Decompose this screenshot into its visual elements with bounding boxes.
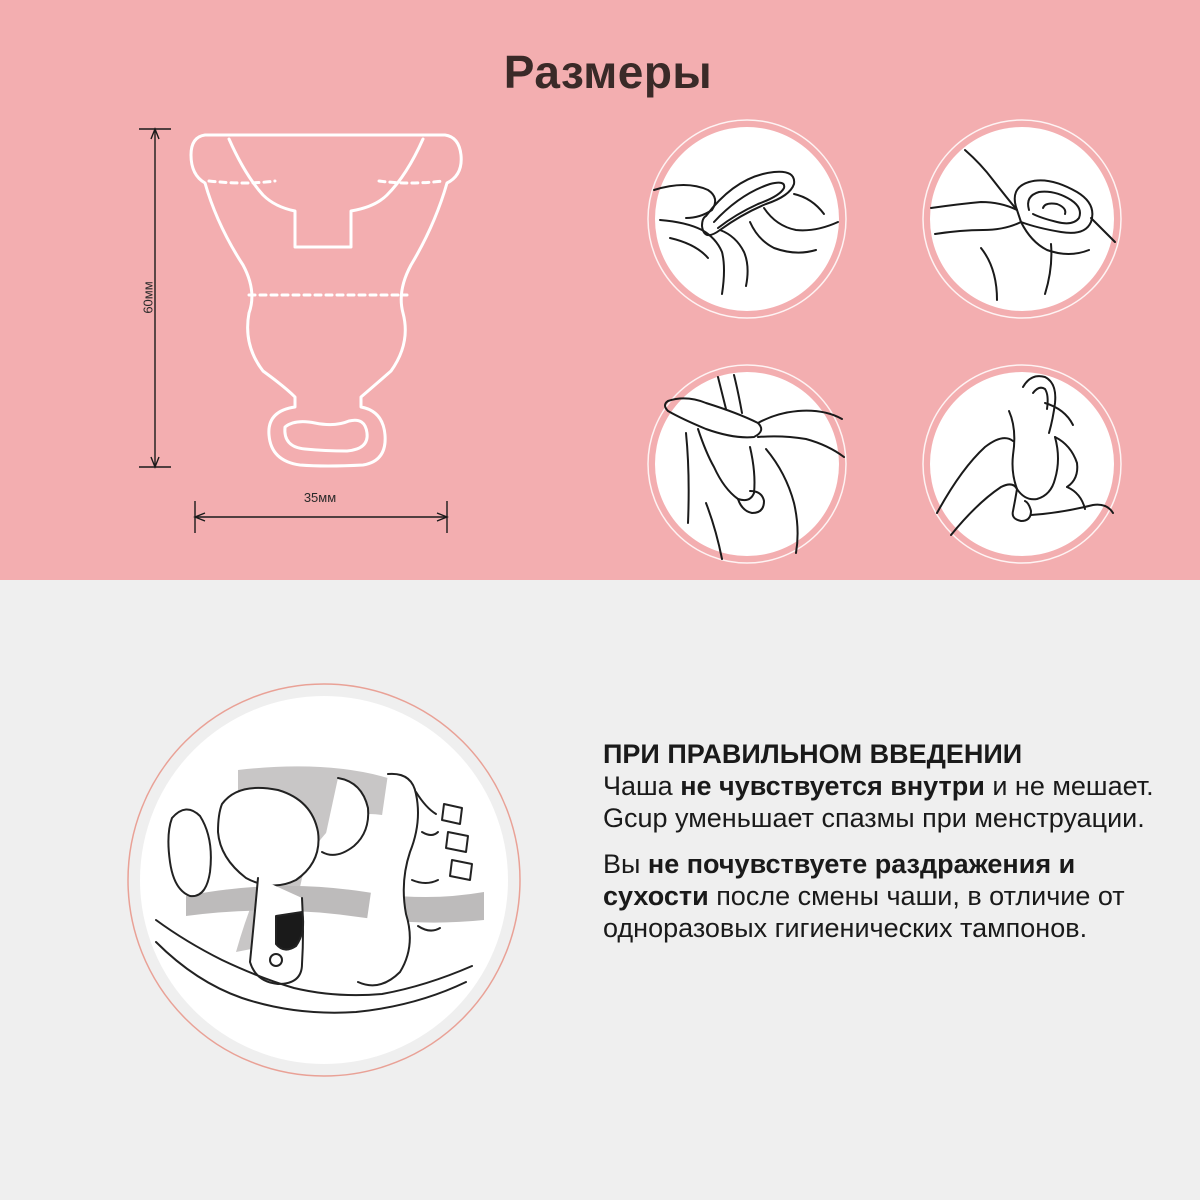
fold-step-4 <box>921 363 1123 565</box>
info-p2-rest: после смены чаши, в отличие от одноразовых гигиенических тампонов. <box>603 881 1125 943</box>
width-dimension-label: 35мм <box>303 490 337 505</box>
info-p2-lead: Вы <box>603 849 648 879</box>
hands-press-fold-icon <box>646 363 848 565</box>
cup-dimensions-drawing <box>125 115 470 535</box>
hands-flatten-cup-icon <box>646 118 848 320</box>
fold-step-3 <box>646 363 848 565</box>
hands-punch-down-fold-icon <box>921 363 1123 565</box>
hands-roll-cup-icon <box>921 118 1123 320</box>
info-p1-rest: и не мешает. Gcup уменьшает спазмы при менструации. <box>603 771 1154 833</box>
fold-step-1 <box>646 118 848 320</box>
info-paragraph-2 <box>603 848 1163 944</box>
info-heading: ПРИ ПРАВИЛЬНОМ ВВЕДЕНИИ <box>603 739 1023 769</box>
anatomy-illustration <box>126 682 522 1078</box>
info-p1-lead: Чаша <box>603 771 681 801</box>
cup-outline-icon <box>191 135 461 466</box>
info-text <box>603 738 1163 958</box>
pelvis-cross-section-icon <box>126 682 522 1078</box>
height-dimension-label: 60мм <box>140 281 156 314</box>
info-paragraph-1 <box>603 738 1163 834</box>
page-title: Размеры <box>503 46 713 98</box>
sizes-panel <box>0 0 1200 580</box>
fold-step-2 <box>921 118 1123 320</box>
info-p1-emphasis: не чувствуется внутри <box>680 771 985 801</box>
width-dimension-line <box>195 501 447 533</box>
info-p2-emphasis: не почувствуете раздражения и сухости <box>603 849 1076 911</box>
